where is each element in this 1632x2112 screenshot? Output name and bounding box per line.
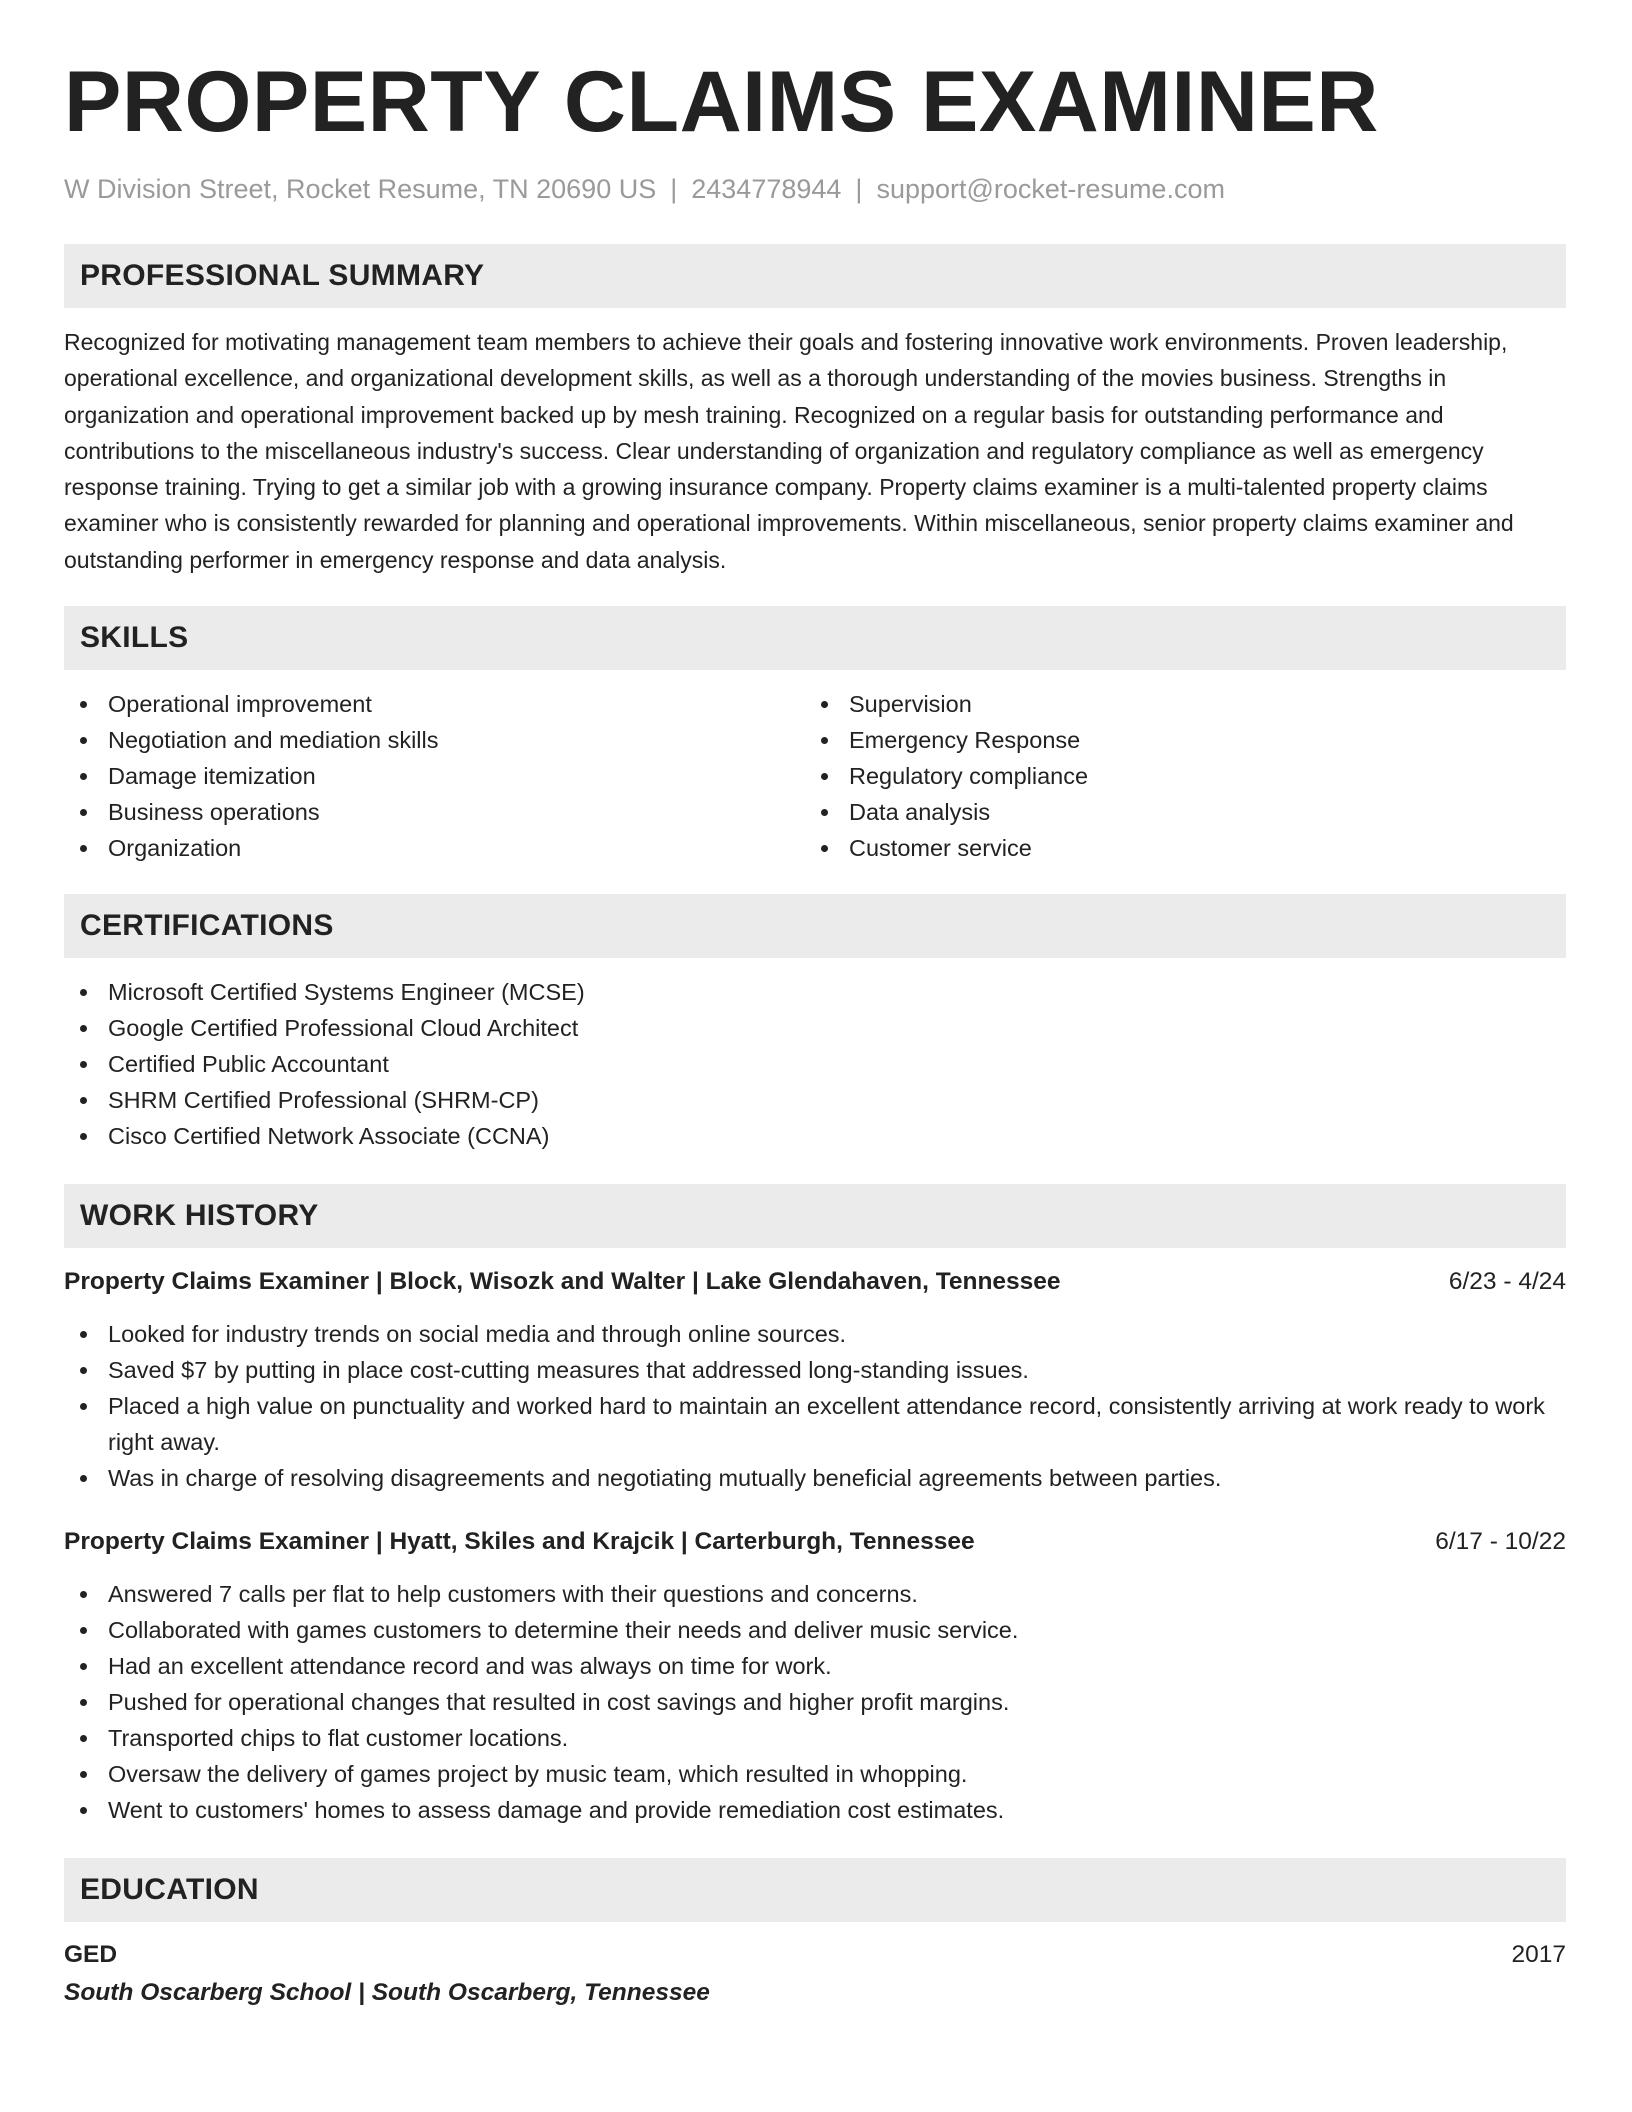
- section-heading-education: EDUCATION: [64, 1858, 1566, 1922]
- resume-page: [64, 52, 1566, 2012]
- job-title: Property Claims Examiner | Block, Wisozk and Walter | Lake Glendahaven, Tennessee: [64, 1268, 1061, 1296]
- skill-item: Data analysis: [805, 794, 1546, 830]
- job-dates: 6/17 - 10/22: [1435, 1528, 1566, 1556]
- skill-item: Supervision: [805, 686, 1546, 722]
- job-header: [64, 1264, 1566, 1300]
- skill-item: Operational improvement: [64, 686, 805, 722]
- job-bullet: Pushed for operational changes that resulted in cost savings and higher profit margins.: [64, 1684, 1566, 1720]
- job-header: [64, 1524, 1566, 1560]
- contact-line: [64, 172, 1566, 206]
- skill-item: Regulatory compliance: [805, 758, 1546, 794]
- skills-column-right: [805, 686, 1546, 866]
- skill-item: Business operations: [64, 794, 805, 830]
- section-heading-summary: PROFESSIONAL SUMMARY: [64, 244, 1566, 308]
- job-bullet: Transported chips to flat customer locations.: [64, 1720, 1566, 1756]
- job-bullets: [64, 1316, 1566, 1496]
- certification-item: Microsoft Certified Systems Engineer (MCSE): [64, 974, 1566, 1010]
- education-year: 2017: [1511, 1941, 1566, 1969]
- education-header: [64, 1936, 1566, 1974]
- skill-item: Emergency Response: [805, 722, 1546, 758]
- job-bullet: Was in charge of resolving disagreements and negotiating mutually beneficial agreements between parties.: [64, 1460, 1566, 1496]
- education-school: South Oscarberg School | South Oscarberg, Tennessee: [64, 1979, 710, 2007]
- certification-item: SHRM Certified Professional (SHRM-CP): [64, 1082, 1566, 1118]
- job-bullet: Went to customers' homes to assess damage and provide remediation cost estimates.: [64, 1792, 1566, 1828]
- contact-separator: |: [855, 174, 863, 204]
- certifications-list: [64, 974, 1566, 1154]
- job-bullet: Answered 7 calls per flat to help customers with their questions and concerns.: [64, 1576, 1566, 1612]
- job-bullet: Looked for industry trends on social media and through online sources.: [64, 1316, 1566, 1352]
- summary-text: Recognized for motivating management team members to achieve their goals and fostering innovative work environments. Proven leadership, operational excellence, and organizational development skills, as well as a thorough understanding of the movies business. Strengths in organization and operational improvement backed up by mesh training. Recognized on a regular basis for outstanding performance and contributions to the miscellaneous industry's success. Clear understanding of organization and regulatory compliance as well as emergency response training. Trying to get a similar job with a growing insurance company. Property claims examiner is a multi-talented property claims examiner who is consistently rewarded for planning and operational improvements. Within miscellaneous, senior property claims examiner and outstanding performer in emergency response and data analysis.: [64, 329, 1514, 573]
- job-bullet: Placed a high value on punctuality and worked hard to maintain an excellent attendance record, consistently arriving at work ready to work right away.: [64, 1388, 1566, 1460]
- job-bullet: Oversaw the delivery of games project by music team, which resulted in whopping.: [64, 1756, 1566, 1792]
- contact-separator: |: [670, 174, 678, 204]
- section-heading-skills: SKILLS: [64, 606, 1566, 670]
- job-bullets: [64, 1576, 1566, 1828]
- job-bullet: Saved $7 by putting in place cost-cutting measures that addressed long-standing issues.: [64, 1352, 1566, 1388]
- job-dates: 6/23 - 4/24: [1448, 1268, 1566, 1296]
- education-entry: [64, 1936, 1566, 2012]
- contact-address: W Division Street, Rocket Resume, TN 20690 US: [64, 174, 657, 204]
- contact-phone: 2434778944: [691, 174, 842, 204]
- certification-item: Google Certified Professional Cloud Architect: [64, 1010, 1566, 1046]
- skill-item: Organization: [64, 830, 805, 866]
- contact-email[interactable]: support@rocket-resume.com: [876, 174, 1225, 204]
- skills-column-left: [64, 686, 805, 866]
- certification-item: Certified Public Accountant: [64, 1046, 1566, 1082]
- skill-item: Customer service: [805, 830, 1546, 866]
- skill-item: Negotiation and mediation skills: [64, 722, 805, 758]
- candidate-name: PROPERTY CLAIMS EXAMINER: [64, 54, 1379, 150]
- job-entry: [64, 1524, 1566, 1828]
- section-heading-certifications: CERTIFICATIONS: [64, 894, 1566, 958]
- skill-item: Damage itemization: [64, 758, 805, 794]
- certification-item: Cisco Certified Network Associate (CCNA): [64, 1118, 1566, 1154]
- section-heading-work-history: WORK HISTORY: [64, 1184, 1566, 1248]
- education-degree: GED: [64, 1941, 118, 1969]
- job-entry: [64, 1264, 1566, 1496]
- skills-grid: [64, 686, 1566, 866]
- job-bullet: Collaborated with games customers to determine their needs and deliver music service.: [64, 1612, 1566, 1648]
- job-title: Property Claims Examiner | Hyatt, Skiles and Krajcik | Carterburgh, Tennessee: [64, 1528, 975, 1556]
- job-bullet: Had an excellent attendance record and was always on time for work.: [64, 1648, 1566, 1684]
